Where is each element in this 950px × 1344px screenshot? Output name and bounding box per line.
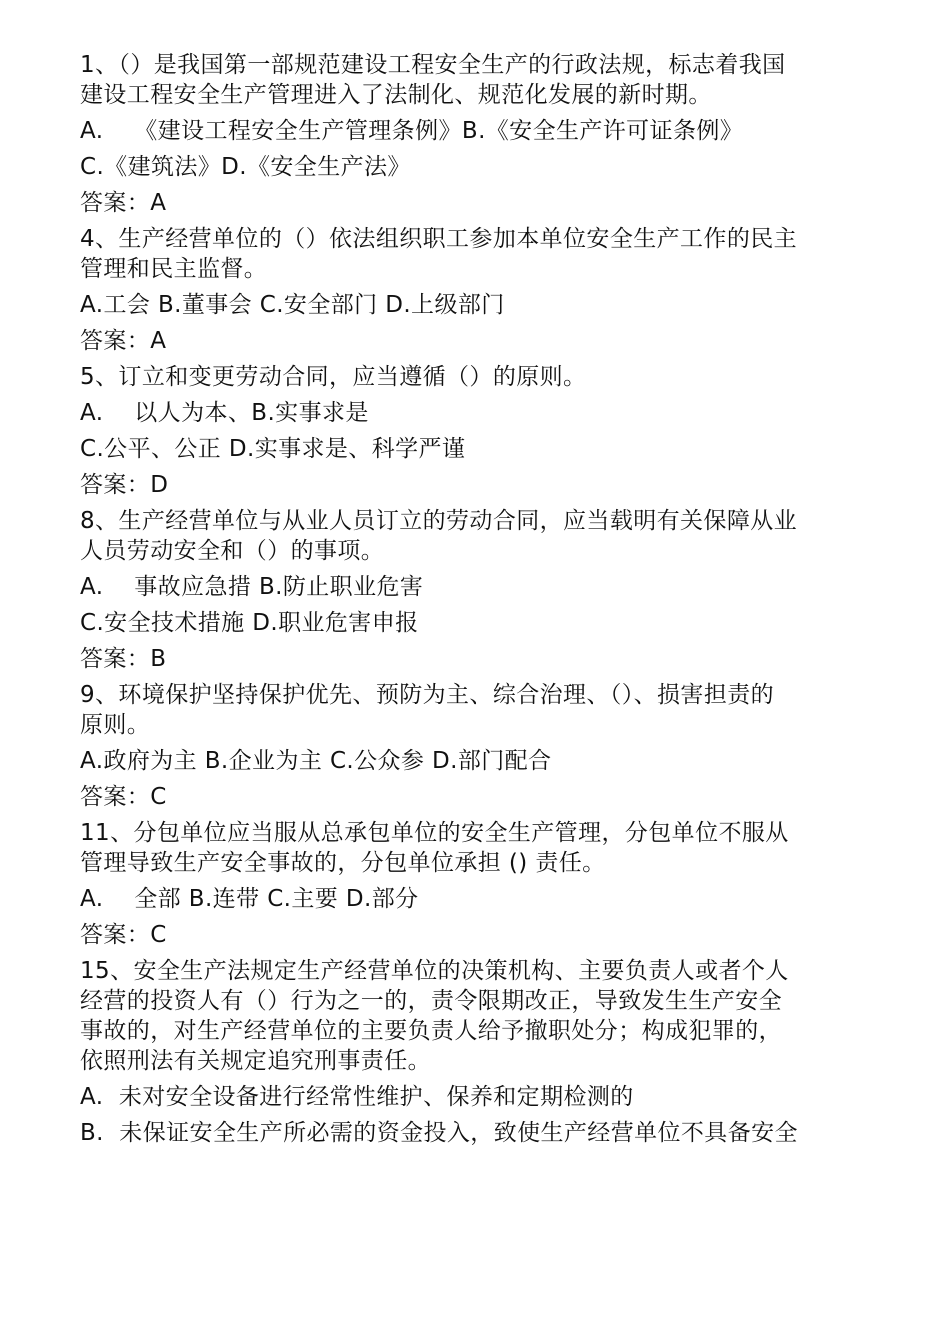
question-1 bbox=[80, 50, 872, 218]
stem-line: 9、环境保护坚持保护优先、预防为主、综合治理、（）、损害担责的 bbox=[80, 682, 775, 708]
answer-line: 答案：B bbox=[80, 646, 167, 672]
question-options bbox=[80, 572, 872, 638]
stem-line: 建设工程安全生产管理进入了法制化、规范化发展的新时期。 bbox=[80, 82, 712, 108]
stem-line: 原则。 bbox=[80, 712, 151, 738]
option-line: C.安全技术措施 D.职业危害申报 bbox=[80, 610, 419, 636]
option-line: C.公平、公正 D.实事求是、科学严谨 bbox=[80, 436, 466, 462]
option-line: A. 未对安全设备进行经常性维护、保养和定期检测的 bbox=[80, 1084, 634, 1110]
stem-line: 经营的投资人有（）行为之一的，责令限期改正，导致发生生产安全 bbox=[80, 988, 782, 1014]
stem-line: 管理导致生产安全事故的，分包单位承担 () 责任。 bbox=[80, 850, 606, 876]
question-stem bbox=[80, 956, 872, 1076]
answer-line: 答案：C bbox=[80, 784, 167, 810]
question-options bbox=[80, 398, 872, 464]
option-line: A.工会 B.董事会 C.安全部门 D.上级部门 bbox=[80, 292, 505, 318]
document-page bbox=[80, 50, 872, 1154]
answer-line: 答案：D bbox=[80, 472, 169, 498]
option-line: B. 未保证安全生产所必需的资金投入，致使生产经营单位不具备安全 bbox=[80, 1120, 798, 1146]
question-options bbox=[80, 746, 872, 776]
question-5 bbox=[80, 362, 872, 500]
question-stem bbox=[80, 818, 872, 878]
stem-line: 5、订立和变更劳动合同，应当遵循（）的原则。 bbox=[80, 364, 587, 390]
option-line: A. 全部 B.连带 C.主要 D.部分 bbox=[80, 886, 419, 912]
question-options bbox=[80, 1082, 872, 1148]
stem-line: 人员劳动安全和（）的事项。 bbox=[80, 538, 385, 564]
question-8 bbox=[80, 506, 872, 674]
question-11 bbox=[80, 818, 872, 950]
stem-line: 管理和民主监督。 bbox=[80, 256, 268, 282]
question-stem bbox=[80, 224, 872, 284]
stem-line: 事故的，对生产经营单位的主要负责人给予撤职处分；构成犯罪的， bbox=[80, 1018, 782, 1044]
stem-line: 依照刑法有关规定追究刑事责任。 bbox=[80, 1048, 431, 1074]
question-15 bbox=[80, 956, 872, 1148]
stem-line: 4、生产经营单位的（）依法组织职工参加本单位安全生产工作的民主 bbox=[80, 226, 798, 252]
option-line: A.政府为主 B.企业为主 C.公众参 D.部门配合 bbox=[80, 748, 552, 774]
option-line: A. 事故应急措 B.防止职业危害 bbox=[80, 574, 424, 600]
question-options bbox=[80, 884, 872, 914]
option-line: A. 以人为本、B.实事求是 bbox=[80, 400, 369, 426]
question-stem bbox=[80, 506, 872, 566]
stem-line: 15、安全生产法规定生产经营单位的决策机构、主要负责人或者个人 bbox=[80, 958, 789, 984]
option-line: A. 《建设工程安全生产管理条例》B.《安全生产许可证条例》 bbox=[80, 118, 744, 144]
answer-line: 答案：C bbox=[80, 922, 167, 948]
answer-line: 答案：A bbox=[80, 328, 167, 354]
answer-line: 答案：A bbox=[80, 190, 167, 216]
question-9 bbox=[80, 680, 872, 812]
stem-line: 11、分包单位应当服从总承包单位的安全生产管理，分包单位不服从 bbox=[80, 820, 789, 846]
question-stem bbox=[80, 680, 872, 740]
question-options bbox=[80, 290, 872, 320]
question-stem bbox=[80, 362, 872, 392]
question-stem bbox=[80, 50, 872, 110]
stem-line: 8、生产经营单位与从业人员订立的劳动合同，应当载明有关保障从业 bbox=[80, 508, 798, 534]
stem-line: 1、（）是我国第一部规范建设工程安全生产的行政法规，标志着我国 bbox=[80, 52, 786, 78]
question-4 bbox=[80, 224, 872, 356]
question-options bbox=[80, 116, 872, 182]
option-line: C.《建筑法》D.《安全生产法》 bbox=[80, 154, 411, 180]
